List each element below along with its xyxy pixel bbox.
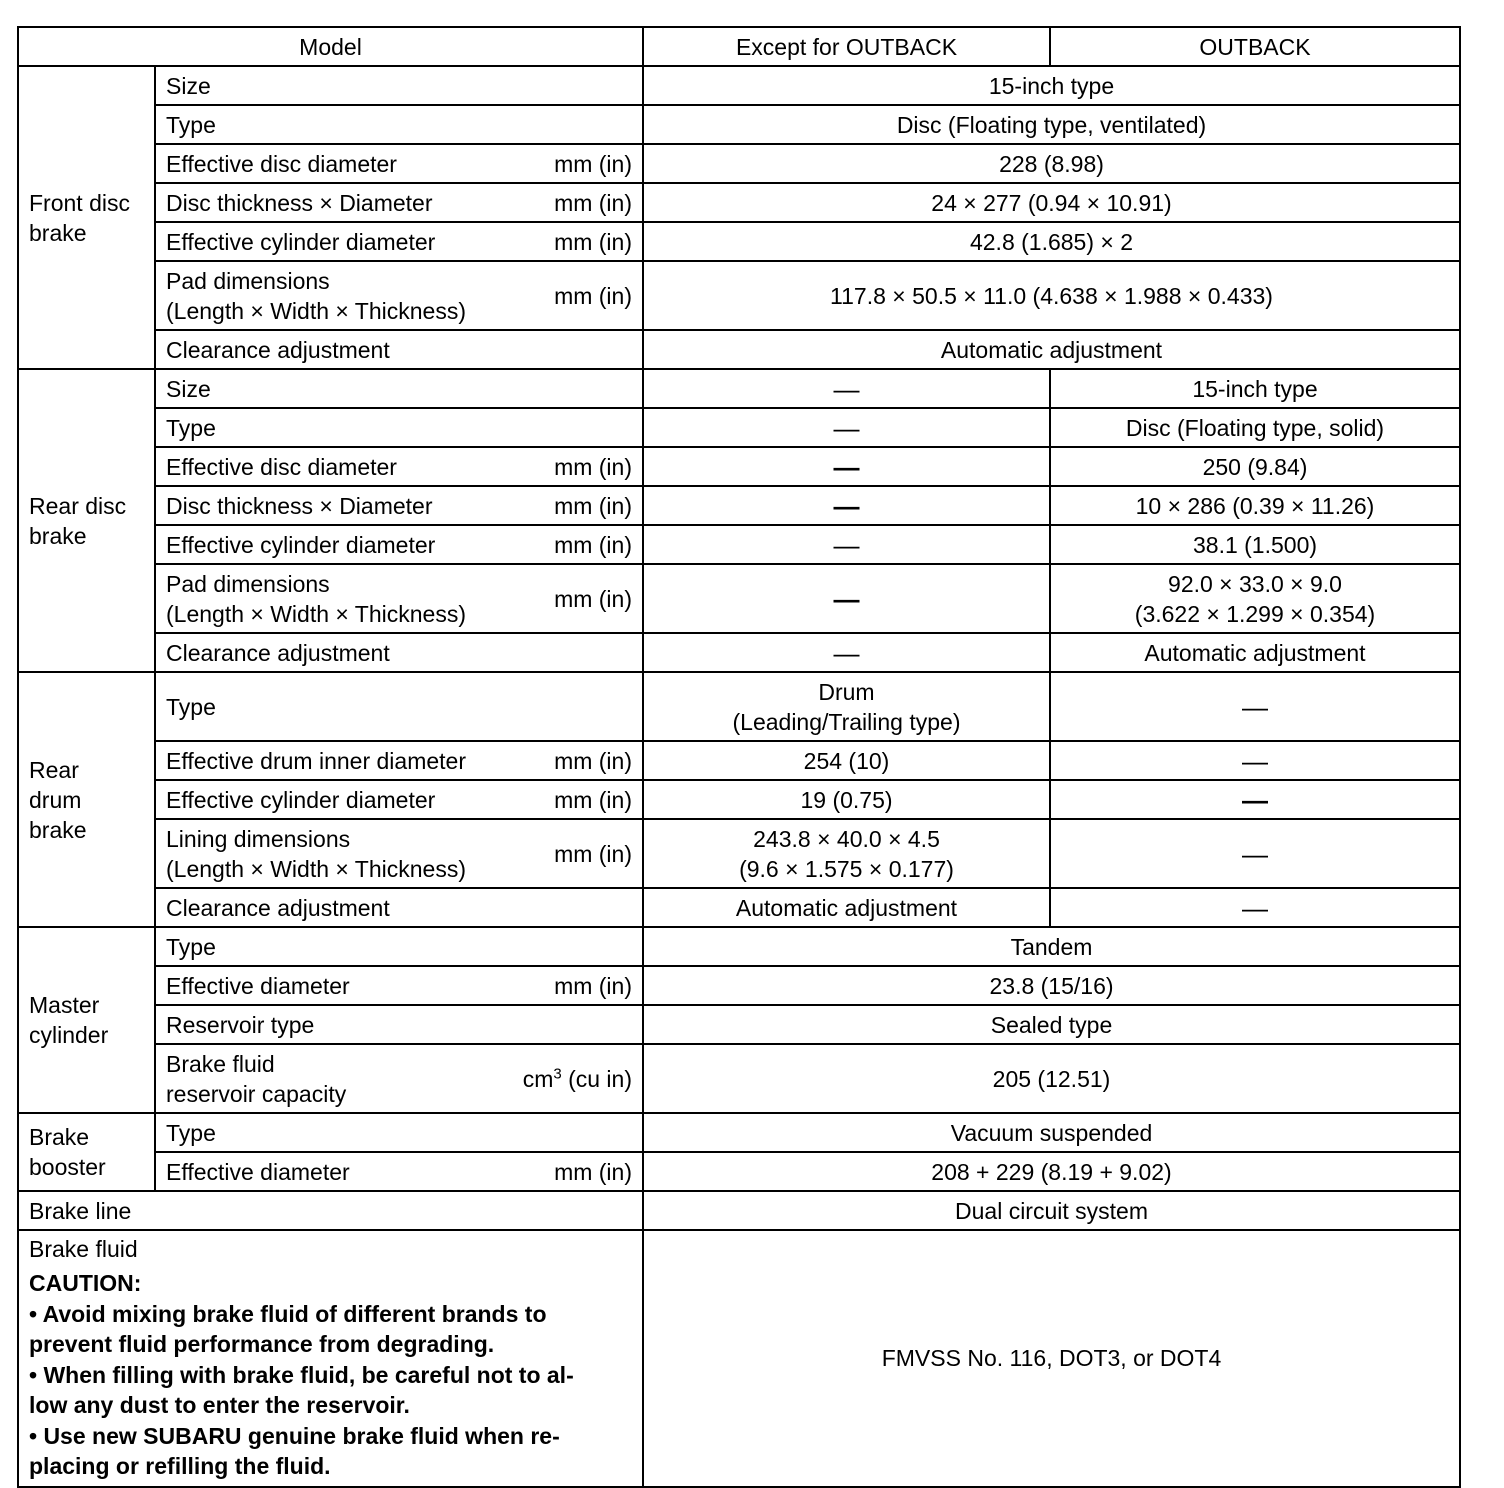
table-row [18,672,1460,741]
table-row [18,105,1460,144]
row-value-except: 254 (10) [643,741,1050,780]
row-value-except: Automatic adjustment [643,888,1050,927]
unit-label: mm (in) [554,150,632,177]
caution-line: • Avoid mixing brake fluid of different brands to [29,1300,547,1327]
row-value: Vacuum suspended [643,1113,1460,1152]
caution-line: • Use new SUBARU genuine brake fluid when re- [29,1422,560,1449]
row-value-except: — [643,564,1050,633]
unit-label: mm (in) [554,840,632,867]
brake-spec-table [17,26,1461,1488]
table-row [18,1113,1460,1152]
row-value-except: — [643,633,1050,672]
row-label: Size [155,66,643,105]
table-row [18,1044,1460,1113]
table-row [18,408,1460,447]
row-label: Type [155,105,643,144]
row-value-outback: — [1050,819,1460,888]
row-value: 24 × 277 (0.94 × 10.91) [643,183,1460,222]
unit-label: $cm^3$ (cu in) [522,1064,632,1092]
row-label: Clearance adjustment [155,633,643,672]
row-value-except: — [643,525,1050,564]
row-value: 15-inch type [643,66,1460,105]
row-label: Type [155,408,643,447]
group-front-disc-brake: Front disc brake [18,66,155,369]
row-value: Sealed type [643,1005,1460,1044]
table-row [18,183,1460,222]
row-value-outback: 250 (9.84) [1050,447,1460,486]
unit-label: mm (in) [554,282,632,309]
unit-label: mm (in) [554,1158,632,1185]
row-value-except: — [643,486,1050,525]
row-value-except: — [643,447,1050,486]
row-value-except: — [643,369,1050,408]
unit-label: mm (in) [554,747,632,774]
caution-line: low any dust to enter the reservoir. [29,1392,410,1418]
header-outback: OUTBACK [1050,27,1460,66]
row-value: 23.8 (15/16) [643,966,1460,1005]
table-row [18,1191,1460,1230]
table-row [18,486,1460,525]
row-label: Effective disc diameter mm (in) [155,144,643,183]
row-value: Tandem [643,927,1460,966]
row-value-outback: Disc (Floating type, solid) [1050,408,1460,447]
row-label: Disc thickness × Diameter mm (in) [155,486,643,525]
row-label: Disc thickness × Diameter mm (in) [155,183,643,222]
table-row [18,1152,1460,1191]
row-label: Lining dimensions (Length × Width × Thickness) mm (in) [155,819,643,888]
unit-label: mm (in) [554,585,632,612]
row-label: Clearance adjustment [155,330,643,369]
row-value: 205 (12.51) [643,1044,1460,1113]
row-label: Type [155,672,643,741]
caution-line: • When filling with brake fluid, be careful not to al- [29,1361,574,1388]
unit-label: mm (in) [554,972,632,999]
table-row [18,633,1460,672]
header-row [18,27,1460,66]
table-row [18,525,1460,564]
row-value-outback: Automatic adjustment [1050,633,1460,672]
table-row [18,780,1460,819]
row-value: Disc (Floating type, ventilated) [643,105,1460,144]
table-row [18,1230,1460,1487]
row-label: Clearance adjustment [155,888,643,927]
row-value-outback: 10 × 286 (0.39 × 11.26) [1050,486,1460,525]
table-row [18,888,1460,927]
row-value-except: 19 (0.75) [643,780,1050,819]
group-master-cylinder: Master cylinder [18,927,155,1113]
row-label: Brake fluid reservoir capacity $cm^3$ (cu in) [155,1044,643,1113]
table-row [18,741,1460,780]
row-value-except: Drum (Leading/Trailing type) [643,672,1050,741]
row-label: Effective diameter mm (in) [155,966,643,1005]
brake-fluid-cell [18,1230,643,1487]
row-value: 117.8 × 50.5 × 11.0 (4.638 × 1.988 × 0.433) [643,261,1460,330]
caution-line: placing or refilling the fluid. [29,1453,331,1479]
caution-line: prevent fluid performance from degrading. [29,1331,495,1357]
table-row [18,927,1460,966]
brake-line-value: Dual circuit system [643,1191,1460,1230]
header-model: Model [18,27,643,66]
row-value: 208 + 229 (8.19 + 9.02) [643,1152,1460,1191]
table-row [18,1005,1460,1044]
unit-label: mm (in) [554,453,632,480]
row-label: Effective cylinder diameter mm (in) [155,780,643,819]
table-row [18,144,1460,183]
row-label: Effective cylinder diameter mm (in) [155,222,643,261]
table-row [18,222,1460,261]
unit-label: mm (in) [554,786,632,813]
row-value-outback: 38.1 (1.500) [1050,525,1460,564]
unit-label: mm (in) [554,228,632,255]
unit-label: mm (in) [554,492,632,519]
row-value-outback: — [1050,741,1460,780]
brake-fluid-value: FMVSS No. 116, DOT3, or DOT4 [643,1230,1460,1487]
row-value-except: — [643,408,1050,447]
row-value-outback: — [1050,672,1460,741]
table-row [18,369,1460,408]
table-row [18,66,1460,105]
row-value-outback: 15-inch type [1050,369,1460,408]
row-value: 42.8 (1.685) × 2 [643,222,1460,261]
brake-fluid-label: Brake fluid [29,1236,138,1262]
row-label: Effective disc diameter mm (in) [155,447,643,486]
row-label: Type [155,927,643,966]
row-label: Pad dimensions (Length × Width × Thickness) mm (in) [155,261,643,330]
group-rear-drum-brake: Rear drum brake [18,672,155,927]
row-label: Size [155,369,643,408]
table-row [18,819,1460,888]
table-row [18,261,1460,330]
row-label: Type [155,1113,643,1152]
row-value-outback: 92.0 × 33.0 × 9.0 (3.622 × 1.299 × 0.354) [1050,564,1460,633]
table-row [18,330,1460,369]
group-rear-disc-brake: Rear disc brake [18,369,155,672]
row-value: Automatic adjustment [643,330,1460,369]
unit-label: mm (in) [554,189,632,216]
row-label: Effective diameter mm (in) [155,1152,643,1191]
row-label: Pad dimensions (Length × Width × Thickness) mm (in) [155,564,643,633]
row-value-outback: — [1050,780,1460,819]
unit-label: mm (in) [554,531,632,558]
header-except-outback: Except for OUTBACK [643,27,1050,66]
row-label: Reservoir type [155,1005,643,1044]
row-value-except: 243.8 × 40.0 × 4.5 (9.6 × 1.575 × 0.177) [643,819,1050,888]
row-value: 228 (8.98) [643,144,1460,183]
row-value-outback: — [1050,888,1460,927]
table-row [18,447,1460,486]
caution-block [29,1268,632,1482]
caution-title: CAUTION: [29,1270,142,1296]
row-label: Effective cylinder diameter mm (in) [155,525,643,564]
brake-line-label: Brake line [18,1191,643,1230]
group-brake-booster: Brake booster [18,1113,155,1191]
row-label: Effective drum inner diameter mm (in) [155,741,643,780]
table-row [18,966,1460,1005]
table-row [18,564,1460,633]
